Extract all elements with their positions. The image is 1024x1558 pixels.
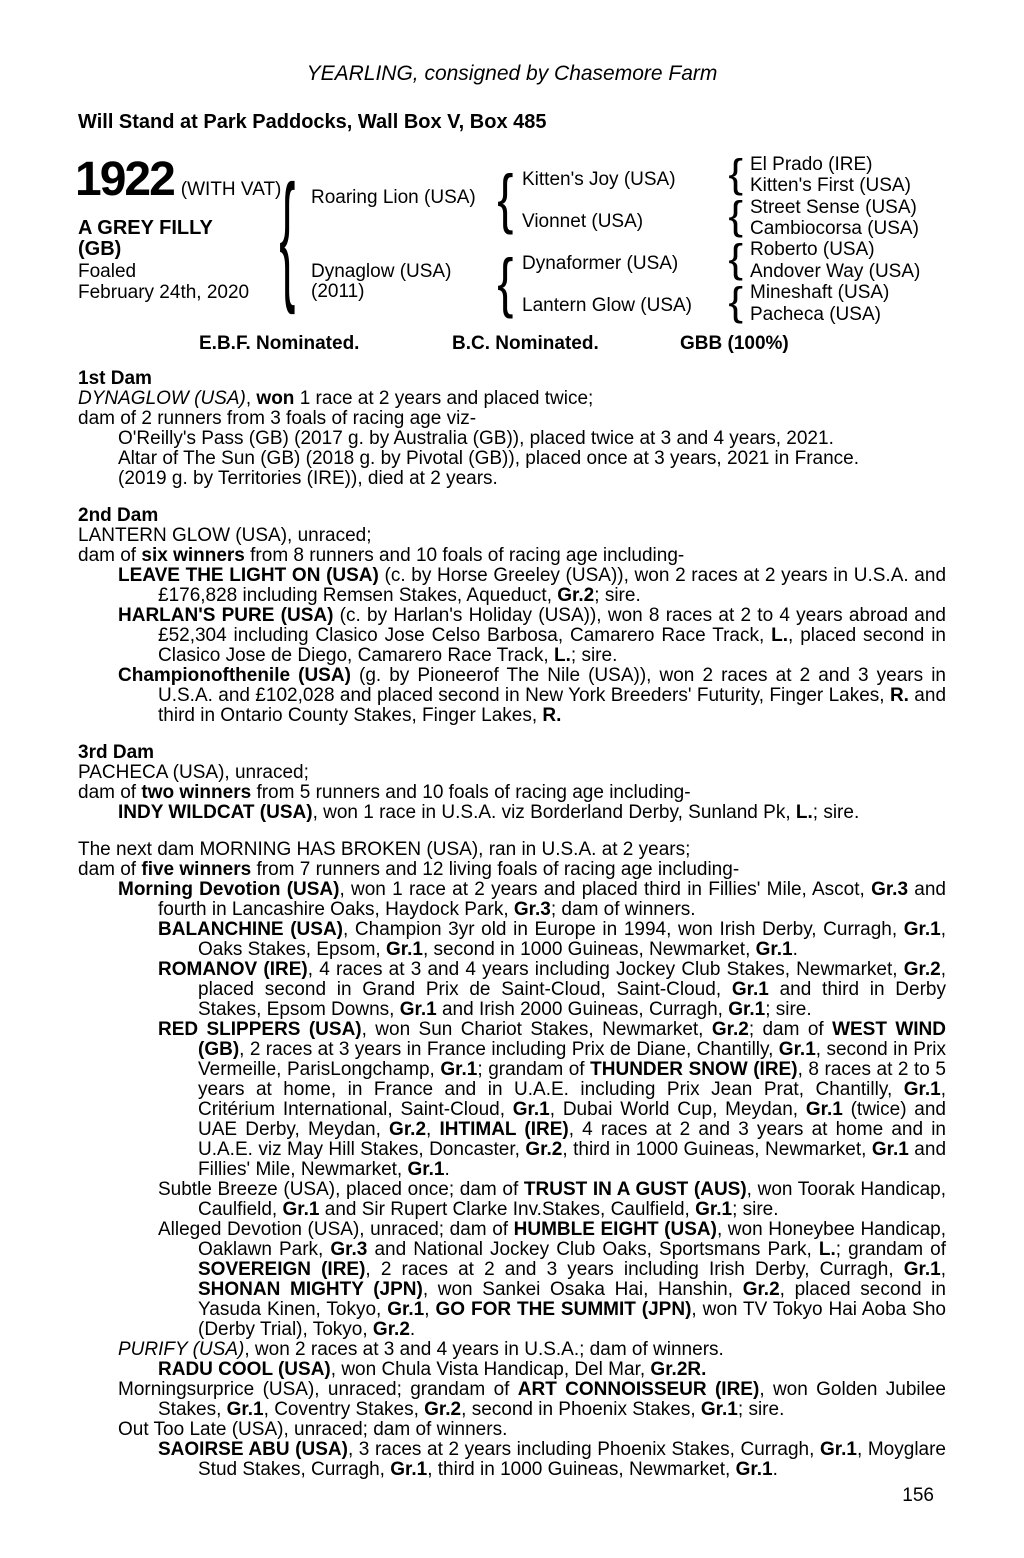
offspring-entry: Morningsurprice (USA), unraced; grandam of ART CONNOISSEUR (IRE), won Golden Jubilee Stakes, Gr.1, Coventry Stakes, Gr.2, second in Phoenix Stakes, Gr.1; sire.	[118, 1379, 946, 1420]
section-heading: 2nd Dam	[78, 505, 159, 526]
pedigree-brace-level1: {	[278, 157, 296, 317]
dam-name: Dynaglow (USA)	[311, 261, 452, 282]
grandparent-name: Cambiocorsa (USA)	[750, 218, 919, 239]
offspring-entry: ROMANOV (IRE), 4 races at 3 and 4 years including Jockey Club Stakes, Newmarket, Gr.2, placed second in Grand Prix de Saint-Cloud, Saint-Cloud, Gr.1 and third in Derby Stakes, Epsom Downs, Gr.1 and Irish 2000 Guineas, Curragh, Gr.1; sire.	[158, 959, 946, 1020]
offspring-entry: LEAVE THE LIGHT ON (USA) (c. by Horse Greeley (USA)), won 2 races at 2 years in U.S.A. and £176,828 including Remsen Stakes, Aqueduct, Gr.2; sire.	[118, 565, 947, 606]
offspring-entry: Championofthenile (USA) (g. by Pioneerof The Nile (USA)), won 2 races at 2 and 3 years in U.S.A. and £102,028 and placed second in New York Breeders' Futurity, Finger Lakes, R. and third in Ontario County Stakes, Finger Lakes, R.	[118, 665, 947, 726]
bc-nomination: B.C. Nominated.	[452, 333, 599, 354]
offspring-entry: Alleged Devotion (USA), unraced; dam of HUMBLE EIGHT (USA), won Honeybee Handicap, Oaklawn Park, Gr.3 and National Jockey Club Oaks, Sportsmans Park, L.; grandam of SOVEREIGN (IRE), 2 races at 2 and 3 years including Irish Derby, Curragh, Gr.1, SHONAN MIGHTY (JPN), won Sankei Osaka Hai, Hanshin, Gr.2, placed second in Yasuda Kinen, Tokyo, Gr.1, GO FOR THE SUMMIT (JPN), won TV Tokyo Hai Aoba Sho (Derby Trial), Tokyo, Gr.2.	[158, 1219, 947, 1340]
offspring-entry: RADU COOL (USA), won Chula Vista Handicap, Del Mar, Gr.2R.	[158, 1359, 707, 1380]
produce-summary: dam of two winners from 5 runners and 10 foals of racing age including-	[78, 782, 691, 803]
pedigree-brace-gp2: {	[728, 194, 744, 238]
page-title: YEARLING, consigned by Chasemore Farm	[306, 62, 718, 85]
offspring-entry: O'Reilly's Pass (GB) (2017 g. by Australia (GB)), placed twice at 3 and 4 years, 2021.	[118, 428, 834, 449]
section-heading: 3rd Dam	[78, 742, 155, 763]
pedigree-brace-dam: {	[496, 246, 514, 320]
produce-summary: dam of six winners from 8 runners and 10 foals of racing age including-	[78, 545, 685, 566]
sire-sire-name: Kitten's Joy (USA)	[522, 169, 676, 190]
dam-record: LANTERN GLOW (USA), unraced;	[78, 525, 372, 546]
offspring-entry: Out Too Late (USA), unraced; dam of winners.	[118, 1419, 508, 1440]
stand-location-line: Will Stand at Park Paddocks, Wall Box V, Box 485	[78, 111, 547, 133]
pedigree-body	[78, 369, 946, 1480]
page-number: 156	[902, 1485, 934, 1506]
grandparent-name: Roberto (USA)	[750, 239, 875, 260]
offspring-entry: Morning Devotion (USA), won 1 race at 2 years and placed third in Fillies' Mile, Ascot, Gr.3 and fourth in Lancashire Oaks, Haydock Park, Gr.3; dam of winners.	[118, 879, 947, 920]
vat-note: (WITH VAT)	[180, 179, 282, 200]
horse-description-line2: (GB)	[78, 238, 122, 260]
produce-summary: dam of five winners from 7 runners and 12 living foals of racing age including-	[78, 859, 740, 880]
dam-dam-name: Lantern Glow (USA)	[522, 295, 693, 316]
foaled-date: February 24th, 2020	[78, 282, 250, 303]
grandparent-name: Andover Way (USA)	[750, 261, 921, 282]
sire-dam-name: Vionnet (USA)	[522, 211, 644, 232]
nominations-line	[78, 333, 946, 355]
horse-description-line1: A GREY FILLY	[78, 217, 213, 239]
grandparent-name: El Prado (IRE)	[750, 154, 873, 175]
produce-summary: dam of 2 runners from 3 foals of racing age viz-	[78, 408, 477, 429]
section-next-dam	[78, 840, 946, 1480]
offspring-entry: HARLAN'S PURE (USA) (c. by Harlan's Holiday (USA)), won 8 races at 2 to 4 years abroad and £52,304 including Clasico Jose Celso Barbosa, Camarero Race Track, L., placed second in Clasico Jose de Diego, Camarero Race Track, L.; sire.	[118, 605, 946, 666]
pedigree-brace-gp4: {	[728, 280, 744, 324]
section-heading: 1st Dam	[78, 368, 152, 389]
section-1st-dam	[78, 369, 946, 489]
horse-description	[78, 218, 213, 260]
offspring-entry: INDY WILDCAT (USA), won 1 race in U.S.A. viz Borderland Derby, Sunland Pk, L.; sire.	[118, 802, 860, 823]
lot-header	[75, 153, 282, 206]
ebf-nomination: E.B.F. Nominated.	[199, 333, 360, 354]
dam-record: PACHECA (USA), unraced;	[78, 762, 309, 783]
offspring-entry: RED SLIPPERS (USA), won Sun Chariot Stakes, Newmarket, Gr.2; dam of WEST WIND (GB), 2 races at 3 years in France including Prix de Diane, Chantilly, Gr.1, second in Prix Vermeille, ParisLongchamp, Gr.1; grandam of THUNDER SNOW (IRE), 8 races at 2 to 5 years at home, in France and in U.A.E. including Prix Jean Prat, Chantilly, Gr.1, Critérium International, Saint-Cloud, Gr.1, Dubai World Cup, Meydan, Gr.1 (twice) and UAE Derby, Meydan, Gr.2, IHTIMAL (IRE), 4 races at 2 and 3 years at home and in U.A.E. viz May Hill Stakes, Doncaster, Gr.2, third in 1000 Guineas, Newmarket, Gr.1 and Fillies' Mile, Newmarket, Gr.1.	[158, 1019, 947, 1180]
dam-name-block	[311, 262, 451, 302]
dam-record: The next dam MORNING HAS BROKEN (USA), ran in U.S.A. at 2 years;	[78, 839, 691, 860]
grandparent-name: Pacheca (USA)	[750, 304, 881, 325]
section-2nd-dam	[78, 506, 946, 726]
foaling-info	[78, 261, 249, 303]
offspring-entry: BALANCHINE (USA), Champion 3yr old in Europe in 1994, won Irish Derby, Curragh, Gr.1, Oaks Stakes, Epsom, Gr.1, second in 1000 Guineas, Newmarket, Gr.1.	[158, 919, 946, 960]
offspring-entry: Subtle Breeze (USA), placed once; dam of TRUST IN A GUST (AUS), won Toorak Handicap, Caulfield, Gr.1 and Sir Rupert Clarke Inv.Stakes, Caulfield, Gr.1; sire.	[158, 1179, 946, 1220]
dam-sire-name: Dynaformer (USA)	[522, 253, 679, 274]
grandparent-name: Mineshaft (USA)	[750, 282, 890, 303]
gbb-nomination: GBB (100%)	[680, 333, 789, 354]
section-3rd-dam	[78, 743, 946, 823]
offspring-entry: SAOIRSE ABU (USA), 3 races at 2 years including Phoenix Stakes, Curragh, Gr.1, Moyglare Stud Stakes, Curragh, Gr.1, third in 1000 Guineas, Newmarket, Gr.1.	[158, 1439, 946, 1480]
offspring-entry: (2019 g. by Territories (IRE)), died at 2 years.	[118, 468, 498, 489]
grandparent-name: Kitten's First (USA)	[750, 175, 911, 196]
dam-year: (2011)	[311, 281, 365, 302]
pedigree-brace-gp3: {	[728, 237, 744, 281]
pedigree-brace-gp1: {	[728, 152, 744, 196]
lot-number: 1922	[75, 153, 174, 206]
offspring-entry: Altar of The Sun (GB) (2018 g. by Pivotal (GB)), placed once at 3 years, 2021 in France.	[118, 448, 860, 469]
sire-name: Roaring Lion (USA)	[311, 187, 476, 208]
pedigree-brace-sire: {	[496, 162, 514, 236]
dam-record: DYNAGLOW (USA), won 1 race at 2 years and placed twice;	[78, 388, 594, 409]
grandparent-name: Street Sense (USA)	[750, 197, 917, 218]
offspring-entry: PURIFY (USA), won 2 races at 3 and 4 years in U.S.A.; dam of winners.	[118, 1339, 724, 1360]
pedigree-chart	[75, 150, 946, 335]
foaled-label: Foaled	[78, 261, 137, 282]
